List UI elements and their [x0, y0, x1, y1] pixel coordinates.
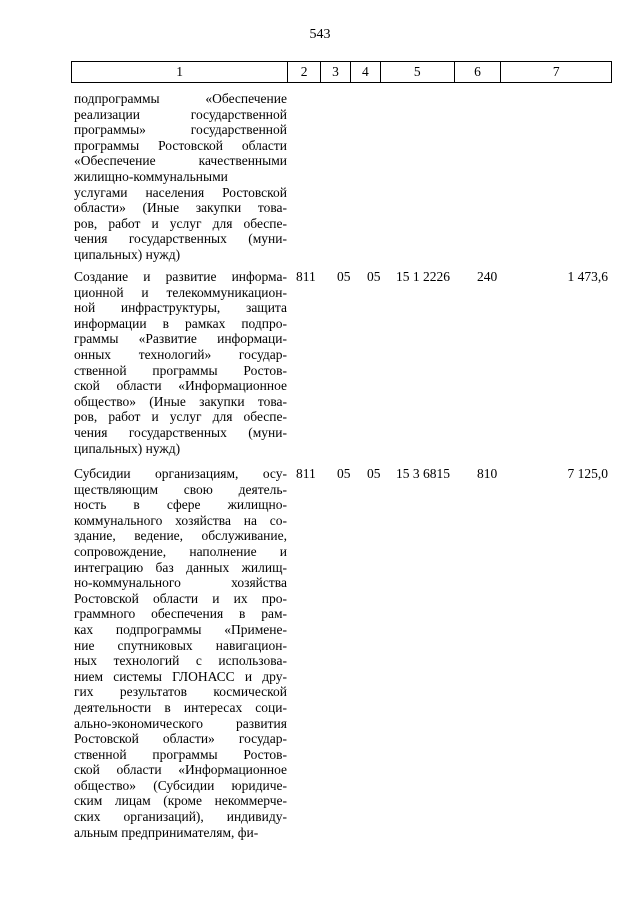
row-name-line: программы Ростовской области [74, 137, 287, 153]
row-name-line: граммы «Развитие информаци- [74, 331, 287, 347]
row-name-line: ской области «Информационное [74, 762, 287, 778]
row-name-line: гих результатов космической [74, 684, 287, 700]
row-name-line: ально-экономического развития [74, 715, 287, 731]
row-name-line: ной инфраструктуры, защита [74, 300, 287, 316]
row-name-line: деятельности в интересах соци- [74, 699, 287, 715]
header-col-1: 1 [72, 62, 288, 82]
cell-c5: 15 1 2226 [396, 269, 450, 284]
row-name-line: ность в сфере жилищно- [74, 497, 287, 513]
row-name-line: ципальных) нужд) [74, 246, 181, 262]
row-name-line: программы» государственной [74, 122, 287, 138]
header-col-5: 5 [381, 62, 455, 82]
cell-c4: 05 [367, 269, 381, 284]
row-name-line: Создание и развитие информа- [74, 269, 287, 284]
cell-c5: 15 3 6815 [396, 466, 450, 481]
row-name-line: области» (Иные закупки това- [74, 200, 287, 216]
header-col-4: 4 [351, 62, 381, 82]
row-name-line: онных технологий» государ- [74, 346, 287, 362]
cell-c6: 240 [477, 269, 498, 284]
cell-c2: 811 [296, 466, 316, 481]
row-name-line: ров, работ и услуг для обеспе- [74, 409, 287, 425]
row-name-line: интеграцию баз данных жилищ- [74, 559, 287, 575]
row-name-line: ственной программы Ростов- [74, 746, 287, 762]
header-col-7: 7 [552, 64, 560, 79]
row-name-line: ских организаций), индивиду- [74, 809, 287, 825]
row-name-line: но-коммунального хозяйства [74, 575, 287, 591]
page-number: 543 [309, 27, 331, 42]
row-name-line: ных технологий с использова- [74, 653, 287, 669]
row-name-line: Субсидии организациям, осу- [74, 466, 287, 481]
row-name-line: здание, ведение, обслуживание, [74, 528, 287, 544]
row-name-line: общество» (Иные закупки това- [74, 393, 287, 409]
row-name-line: альным предпринимателям, фи- [74, 824, 259, 840]
cell-c3: 05 [337, 466, 351, 481]
cell-c7: 7 125,0 [567, 466, 608, 481]
row-name-line: реализации государственной [74, 106, 287, 122]
row-name-line: сопровождение, наполнение и [74, 543, 287, 559]
row-name-line: ществляющим свою деятель- [74, 481, 287, 497]
table-header [71, 61, 612, 83]
row-name-line: ским лицам (кроме некоммерче- [74, 793, 287, 809]
row-name-line: Ростовской области и их про- [74, 590, 287, 606]
row-name-line: подпрограммы «Обеспечение [74, 91, 287, 106]
cell-c3: 05 [337, 269, 351, 284]
row-name-line: граммного обеспечения в рам- [74, 606, 287, 622]
row-name-line: жилищно-коммунальными [74, 168, 228, 184]
row-name-line: чения государственных (муни- [74, 231, 287, 247]
row-name-line: услугами населения Ростовской [74, 184, 287, 200]
header-col-3: 3 [321, 62, 351, 82]
row-name-line: ственной программы Ростов- [74, 362, 287, 378]
row-name-line: «Обеспечение качественными [74, 153, 287, 169]
header-col-6: 6 [455, 62, 502, 82]
cell-c2: 811 [296, 269, 316, 284]
row-name-line: ках подпрограммы «Примене- [74, 621, 287, 637]
row-name-line: общество» (Субсидии юридиче- [74, 777, 287, 793]
cell-c7: 1 473,6 [567, 269, 608, 284]
row-name-line: ние спутниковых навигацион- [74, 637, 287, 653]
row-name-line: чения государственных (муни- [74, 424, 287, 440]
row-name-line: информации в рамках подпро- [74, 315, 287, 331]
row-name-line: ционной и телекоммуникацион- [74, 284, 287, 300]
row-name-line: Ростовской области» государ- [74, 731, 287, 747]
row-name-line: нием системы ГЛОНАСС и дру- [74, 668, 287, 684]
row-name [74, 269, 287, 456]
cell-c4: 05 [367, 466, 381, 481]
cell-c6: 810 [477, 466, 498, 481]
row-name-line: ципальных) нужд) [74, 440, 181, 456]
header-col-2: 2 [288, 62, 321, 82]
row-name-line: ской области «Информационное [74, 378, 287, 394]
row-name-line: коммунального хозяйства на со- [74, 512, 287, 528]
row-name-line: ров, работ и услуг для обеспе- [74, 215, 287, 231]
row-name [74, 91, 287, 263]
row-name [74, 466, 287, 840]
